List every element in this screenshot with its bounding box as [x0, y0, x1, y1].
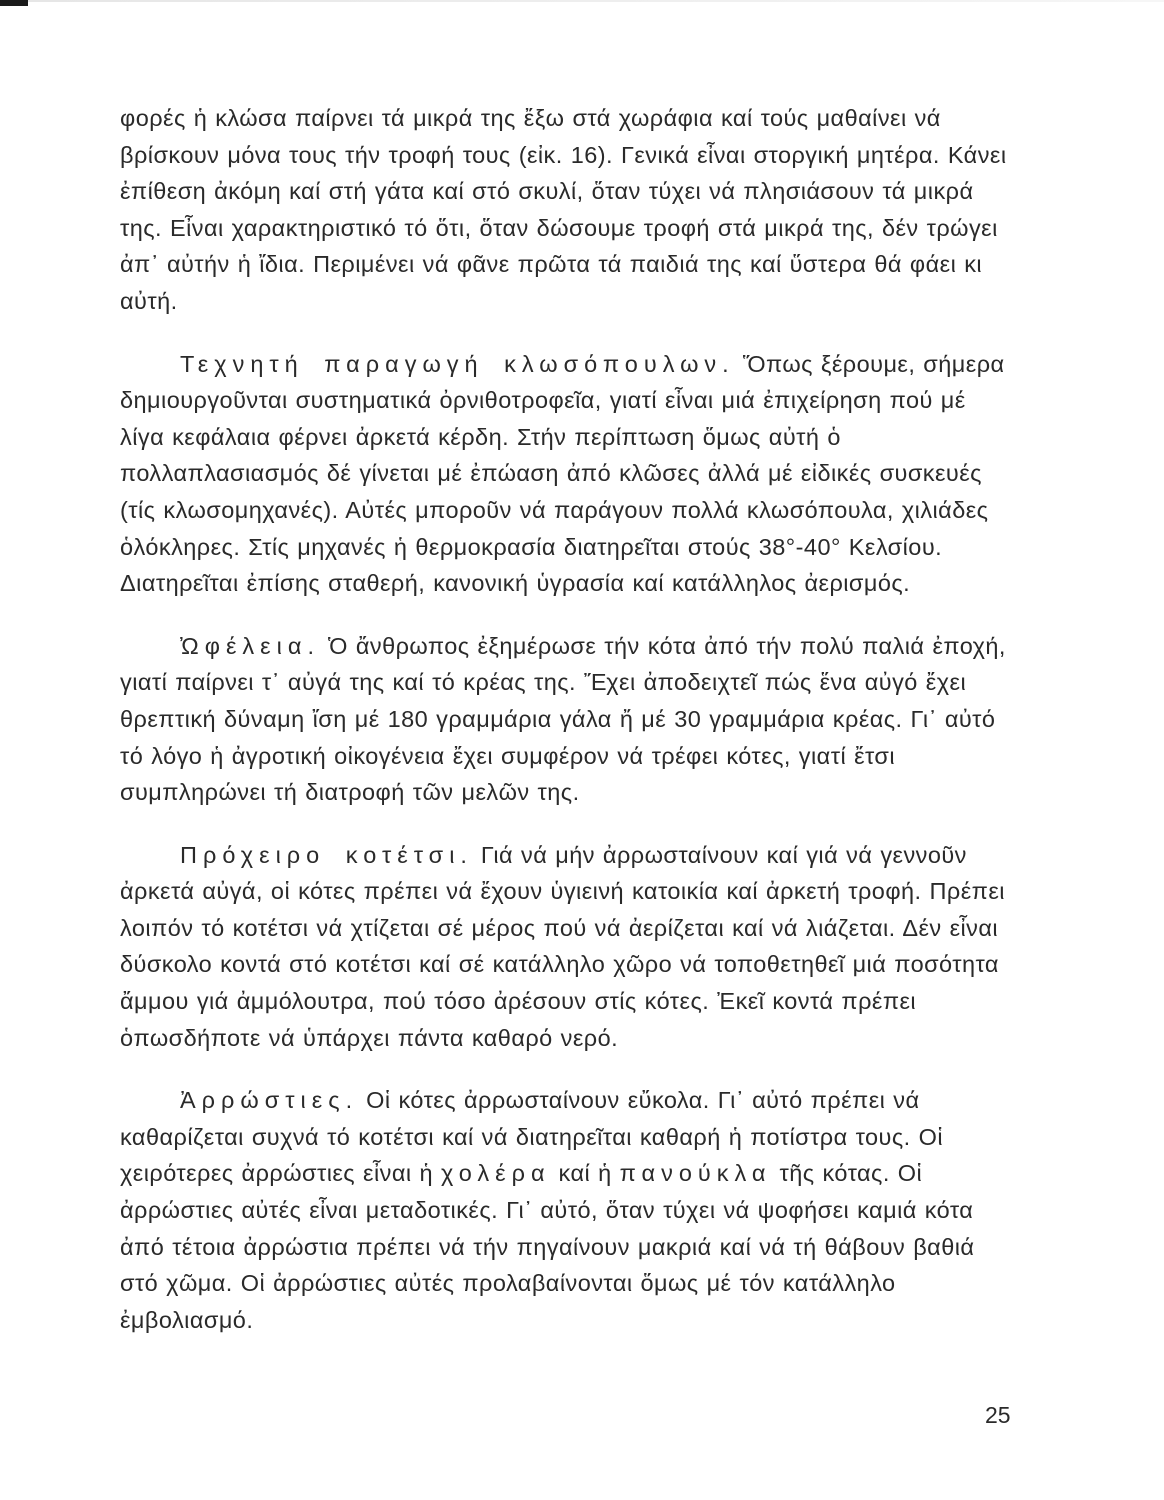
paragraph-artificial-hatching — [120, 346, 1010, 602]
paragraph-text: φορές ἡ κλώσα παίρνει τά μικρά της ἔξω στά χωράφια καί τούς μαθαίνει νά βρίσκουν μόνα τους τήν τροφή τους (εἰκ. 16). Γενικά εἶναι στοργική μητέρα. Κάνει ἐπίθεση ἀκόμη καί στή γάτα καί στό σκυλί, ὅταν τύχει νά πλησιάσουν τά μικρά της. Εἶναι χαρακτηριστικό τό ὅτι, ὅταν δώσουμε τροφή στά μικρά της, δέν τρώγει ἀπ᾽ αὐτήν ἡ ἴδια. Περιμένει νά φᾶνε πρῶτα τά παιδιά της καί ὕστερα θά φάει κι αὐτή. — [120, 105, 1007, 314]
term-plague: πανούκλα — [619, 1160, 772, 1187]
term-cholera: χολέρα — [441, 1160, 551, 1187]
section-heading-artificial-hatching: Τεχνητή παραγωγή κλωσόπουλων. — [180, 350, 735, 377]
paragraph-text: τῆς κότας. Οἱ ἀρρώστιες αὐτές εἶναι μεταδοτικές. Γι᾽ αὐτό, ὅταν τύχει νά ψοφήσει καμιά κότα ἀπό τέτοια ἀρρώστια πρέπει νά τήν πηγαίνουν μακριά καί νά τή θάβουν βαθιά στό χῶμα. Οἱ ἀρρώστιες αὐτές προλαβαίνονται ὅμως μέ τόν κατάλληλο ἐμβολιασμό. — [120, 1160, 975, 1333]
paragraph-text: Γιά νά μήν ἀρρωσταίνουν καί γιά νά γεννοῦν ἀρκετά αὐγά, οἱ κότες πρέπει νά ἔχουν ὑγιεινή κατοικία καί ἀρκετή τροφή. Πρέπει λοιπόν τό κοτέτσι νά χτίζεται σέ μέρος πού νά ἀερίζεται καί νά λιάζεται. Δέν εἶναι δύσκολο κοντά στό κοτέτσι καί σέ κατάλληλο χῶρο νά τοποθετηθεῖ μιά ποσότητα ἄμμου γιά ἀμμόλουτρα, πού τόσο ἀρέσουν στίς κότες. Ἐκεῖ κοντά πρέπει ὁπωσδήποτε νά ὑπάρχει πάντα καθαρό νερό. — [120, 841, 1005, 1051]
scan-top-edge — [28, 0, 1164, 2]
page-text-block — [120, 100, 1010, 1338]
paragraph-text: καί ἡ — [550, 1160, 620, 1187]
section-heading-diseases: Ἀρρώστιες. — [180, 1087, 359, 1114]
paragraph-benefit — [120, 628, 1010, 811]
scan-corner-mark — [0, 0, 28, 6]
paragraph-diseases — [120, 1082, 1010, 1338]
section-heading-benefit: Ὠφέλεια. — [180, 632, 320, 659]
paragraph-text: Οἱ κότες ἀρρωσταίνουν εὔκολα. Γι᾽ αὐτό πρέπει νά καθαρίζεται συχνά τό κοτέτσι καί νά διατηρεῖται καθαρή ἡ ποτίστρα τους. Οἱ χειρότερες ἀρρώστιες εἶναι ἡ — [120, 1087, 943, 1187]
page-number: 25 — [985, 1402, 1011, 1428]
paragraph-continuation — [120, 100, 1010, 320]
paragraph-text: Ὅπως ξέρουμε, σήμερα δημιουργοῦνται συστηματικά ὀρνιθοτροφεῖα, γιατί εἶναι μιά ἐπιχείρηση πού μέ λίγα κεφάλαια φέρνει ἀρκετά κέρδη. Στήν περίπτωση ὅμως αὐτή ὁ πολλαπλασιασμός δέ γίνεται μέ ἐπώαση ἀπό κλῶσες ἀλλά μέ εἰδικές συσκευές (τίς κλωσομηχανές). Αὐτές μποροῦν νά παράγουν πολλά κλωσόπουλα, χιλιάδες ὁλόκληρες. Στίς μηχανές ἡ θερμοκρασία διατηρεῖται στούς 38°-40° Κελσίου. Διατηρεῖται ἐπίσης σταθερή, κανονική ὑγρασία καί κατάλληλος ἀερισμός. — [120, 350, 1005, 597]
section-heading-coop: Πρόχειρο κοτέτσι. — [180, 841, 473, 868]
paragraph-text: Ὁ ἄνθρωπος ἐξημέρωσε τήν κότα ἀπό τήν πολύ παλιά ἐποχή, γιατί παίρνει τ᾽ αὐγά της καί τό κρέας της. Ἔχει ἀποδειχτεῖ πώς ἕνα αὐγό ἔχει θρεπτική δύναμη ἴση μέ 180 γραμμάρια γάλα ἤ μέ 30 γραμμάρια κρέας. Γι᾽ αὐτό τό λόγο ἡ ἀγροτική οἰκογένεια ἔχει συμφέρον νά τρέφει κότες, γιατί ἔτσι συμπληρώνει τή διατροφή τῶν μελῶν της. — [120, 632, 1006, 806]
paragraph-coop — [120, 837, 1010, 1057]
